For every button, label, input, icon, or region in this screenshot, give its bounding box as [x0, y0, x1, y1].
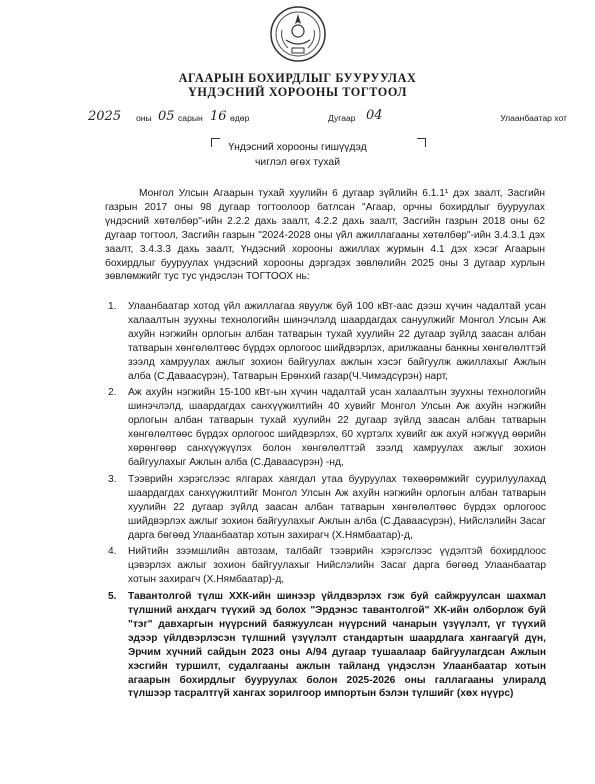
- state-emblem-icon: [268, 4, 328, 64]
- handwritten-day: 16: [210, 109, 227, 124]
- subject-line2: чиглэл өгөх тухай: [254, 157, 341, 168]
- list-item: [108, 300, 546, 383]
- month-suffix: сарын: [178, 113, 203, 123]
- handwritten-month: 05: [158, 109, 175, 124]
- item-number: 4.: [108, 546, 117, 558]
- item-text: Аж ахуйн нэгжийн 15-100 кВт-ын хүчин чадалтай усан халаалтын зуухны технологийн шинэчлэлд, шаардагдах санхүүжилтийн 40 хувийг Монгол Улсын Аж ахуйн нэгжийн орлогын албан татварын тухай хуулийн 22 дугаар зүйлд заасан албан татварын хөнгөлөлтөөс бүрдэх орлогоос шийдвэрлэх, 60 хүртэлх хувийг аж ахуй нэгжүүд өөрийн хөрөнгөөр санхүүжүүлэх болон хөнгөлөлттэй зээлд хамруулах ажлыг зохион байгуулахыг Ажлын алба (С.Даваасүрэн) -нд,: [128, 387, 546, 468]
- subject-line1: Үндэсний хорооны гишүүдэд: [228, 142, 367, 153]
- city-name: Улаанбаатар хот: [500, 113, 567, 123]
- date-number-line: [88, 109, 568, 129]
- organization-name-line2: ҮНДЭСНИЙ ХОРООНЫ ТОГТООЛ: [187, 85, 407, 99]
- handwritten-number: 04: [366, 108, 383, 123]
- resolution-items: [108, 300, 546, 704]
- preamble: [105, 187, 545, 284]
- item-number: 5.: [108, 591, 117, 603]
- list-item: [108, 386, 546, 469]
- item-text: Улаанбаатар хотод үйл ажиллагаа явуулж буй 100 кВт-аас дээш хүчин чадалтай усан халаалтын зуухны технологийн шинэчлэлд шаардагдах сануулжийг Монгол Улсын Аж ахуйн нэгжийн орлогын албан татварын тухай хуулийн 22 дугаар зүйлд заасан албан татварын хөнгөлөлтөөс бүрдэх орлогоос шийдвэрлэх, арилжааны банкны хөнгөлөлттэй зээлд хамруулах ажлыг зохион байгуулах ажлын хэсэг байгуулж ажиллахыг Ажлын алба (С.Даваасүрэн), Татварын Ерөнхий газар(Ч.Чимэдсүрэн) нарт,: [128, 301, 546, 382]
- list-item: [108, 473, 546, 543]
- item-text: Тээврийн хэрэгслээс ялгарах хаягдал утаа бууруулах төхөөрөмжийг суурилуулахад шаардагдах санхүүжилтийг Монгол Улсын Аж ахуйн нэгжийн орлогын албан татварын хуулийн 22 дугаар зүйлд заасан албан татварын хөнгөлөлтөөс бүрдэх орлогоос шийдвэрлэх ажлыг зохион байгуулахыг Ажлын алба (С.Даваасүрэн), Нийслэлийн Засаг дарга бөгөөд Улаанбаатар хотын захирагч (Х.Нямбаатар)-д,: [128, 473, 546, 541]
- item-text: Нийтийн зээмшлийн автозам, талбайг тээврийн хэрэгслээс үүдэлтэй бохирдлоос цэвэрлэх ажлыг зохион байгуулахыг Нийслэлийн Засаг дарга бөгөөд Улаанбаатар хотын захирагч (Х.Нямбаатар)-д,: [128, 546, 546, 586]
- list-item: [108, 590, 546, 701]
- handwritten-year: 2025: [88, 109, 122, 124]
- number-label: Дугаар: [328, 113, 356, 123]
- preamble-text: Монгол Улсын Агаарын тухай хуулийн 6 дугаар зүйлийн 6.1.1¹ дэх заалт, Засгийн газрын 2017 оны 98 дугаар тогтоолоор батлсан "Агаар, орчны бохирдлыг бууруулах үндэсний хөтөлбөр"-ийн 2.2.2 дахь заалт, 4.2.2 дахь заалт, Засгийн газрын 2018 оны 62 дугаар тогтоол, Засгийн газрын "2024-2028 оны үйл ажиллагааны хөтөлбөр"-ийн 3.4.3.1 дэх заалт, 3.4.3.3 дахь заалт, Үндэсний хорооны ажиллах журмын 4.1 дэх хэсэг Агаарын бохирдлыг бууруулах үндэсний хорооны дэргэдэх зөвлөлийн 2025 оны 3 дугаар хурлын зөвлөмжийг тус тус үндэслэн ТОГТООХ нь:: [105, 188, 545, 283]
- item-number: 2.: [108, 387, 117, 399]
- day-suffix: өдөр: [230, 113, 250, 123]
- list-item: [108, 545, 546, 587]
- item-number: 3.: [108, 473, 117, 485]
- item-number: 1.: [108, 301, 117, 312]
- organization-name-line1: АГААРЫН БОХИРДЛЫГ БУУРУУЛАХ: [178, 71, 417, 85]
- item-text: Тавантолгой түлш ХХК-ийн шинээр үйлдвэрлэх гэж буй сайжруулсан шахмал түлшний анхдагч түүхий эд болох "Эрдэнэс тавантолгой" ХК-ийн олборлож буй "тэг" давхаргын нүүрсний баяжуулсан нүүрсний чанарын үзүүлэлт, үг түүхий эдээр үйлдвэрлэсэн түлшний үзүүлэлт стандартын шаардлага хангаагүй дүн, Эрчим хүчний сайдын 2023 оны А/94 дугаар тушаалаар байгуулагдсан Ажлын хэсгийн туршилт, судалгааны ажлын тайланд үндэслэн Улаанбаатар хотын агаарын бохирдлыг бууруулах болон 2025-2026 оны галлагааны улиралд түлшээр тасралтгүй хангах зорилгоор импортын бэлэн түлшийг (хөх нүүрс): [128, 591, 546, 700]
- year-suffix: оны: [136, 113, 152, 123]
